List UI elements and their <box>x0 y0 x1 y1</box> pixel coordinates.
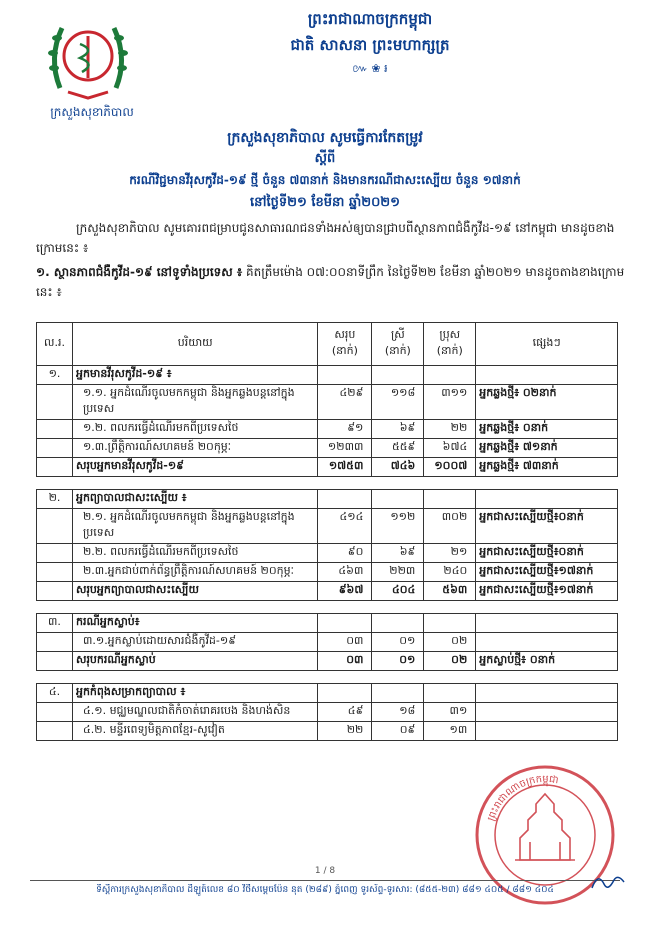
empty-cell <box>372 684 424 703</box>
row-other: អ្នកជាសះស្បើយថ្មី៖១៧នាក់ <box>476 563 618 582</box>
summary-other: អ្នកស្លាប់ថ្មី៖ ០នាក់ <box>476 652 618 671</box>
row-male: ២១ <box>424 544 476 563</box>
row-total: ៤៦៣ <box>318 563 372 582</box>
row-description: ១.២. ពលករធ្វើដំណើរមកពីប្រទេសថៃ <box>72 420 317 439</box>
table-row <box>37 633 618 652</box>
header-other: ផ្សេងៗ <box>476 323 618 366</box>
table-row <box>37 509 618 544</box>
empty-cell <box>37 582 73 601</box>
kingdom-title: ព្រះរាជាណាចក្រកម្ពុជា <box>307 10 433 28</box>
table-body <box>37 366 618 741</box>
summary-description: សរុបអ្នកមានវីរុសកូវីដ-១៩ <box>72 458 317 477</box>
row-male: ១៣ <box>424 722 476 741</box>
empty-cell <box>476 490 618 509</box>
header-male: ប្រុស (នាក់) <box>424 323 476 366</box>
section-1-text: គិតត្រឹមម៉ោង ០៧:០០នាទីព្រឹក នៃថ្ងៃទី២២ ខែមីនា ឆ្នាំ២០២១ មានដូចតាងខាងក្រោមនេះ ៖ <box>36 265 625 299</box>
row-female: ០៩ <box>372 722 424 741</box>
row-number: ៣. <box>37 614 73 633</box>
row-total: ២២ <box>318 722 372 741</box>
table-row <box>37 722 618 741</box>
ministry-logo <box>40 8 136 104</box>
group-spacer <box>37 477 618 490</box>
row-other: អ្នកជាសះស្បើយថ្មី៖០នាក់ <box>476 544 618 563</box>
empty-cell <box>37 439 73 458</box>
summary-total: ១៧៥៣ <box>318 458 372 477</box>
stamp-text: ព្រះរាជាណាចក្រកម្ពុជា <box>485 773 560 823</box>
row-other: អ្នកឆ្លងថ្មី៖ ០២នាក់ <box>476 385 618 420</box>
row-description: ៤.១. មជ្ឈមណ្ឌលជាតិកំចាត់រោគរបេង និងហង់សិន <box>72 703 317 722</box>
summary-total: ០៣ <box>318 652 372 671</box>
header-total: សរុប (នាក់) <box>318 323 372 366</box>
group-header-row <box>37 684 618 703</box>
spacer-cell <box>37 601 618 614</box>
ministry-name: ក្រសួងសុខាភិបាល <box>50 105 134 119</box>
summary-female: ៤០៤ <box>372 582 424 601</box>
summary-other: អ្នកជាសះស្បើយថ្មី៖១៧នាក់ <box>476 582 618 601</box>
row-total: ១២៣៣ <box>318 439 372 458</box>
row-female: ៦៩ <box>372 420 424 439</box>
row-male: ៣១១ <box>424 385 476 420</box>
row-male: ០២ <box>424 633 476 652</box>
empty-cell <box>476 684 618 703</box>
table-row <box>37 563 618 582</box>
empty-cell <box>318 684 372 703</box>
empty-cell <box>372 614 424 633</box>
summary-female: ០១ <box>372 652 424 671</box>
row-female: ១១៨ <box>372 385 424 420</box>
row-number: ៤. <box>37 684 73 703</box>
section-1-heading: ១. ស្ថានភាពជំងឺកូវីដ-១៩ នៅទូទាំងប្រទេស ៖ <box>36 265 243 279</box>
row-other: អ្នកឆ្លងថ្មី៖ ៧១នាក់ <box>476 439 618 458</box>
row-male: ៣០២ <box>424 509 476 544</box>
table-row <box>37 439 618 458</box>
row-description: ១.៣.ព្រឹត្តិការណ៍សហគមន៍ ២០កុម្ភៈ <box>72 439 317 458</box>
summary-row <box>37 458 618 477</box>
empty-cell <box>424 490 476 509</box>
row-other: អ្នកឆ្លងថ្មី៖ ០នាក់ <box>476 420 618 439</box>
header-female: ស្រី (នាក់) <box>372 323 424 366</box>
footer-address: ទីស្តីការក្រសួងសុខាភិបាល ដីឡូត៍លេខ ៨០ វិថីសម្តេចប៉ែន នុត (២៨៩) ភ្នំពេញ ទូរស័ព្ទ-ទូរសារ: (៨៥៥-២៣) ៨៨១ ៤០៥ / ៨៨១ ៤០៤ <box>96 885 554 895</box>
intro-paragraph: ក្រសួងសុខាភិបាល សូមគោរពជម្រាបជូនសាធារណជនទាំងអស់ឲ្យបានជ្រាបពីស្ថានភាពជំងឺកូវីដ-១៩ នៅកម្ពុជា មានដូចខាងក្រោមនេះ ៖ <box>36 221 615 255</box>
page-number: 1 / 8 <box>314 866 336 876</box>
table-row <box>37 385 618 420</box>
row-other <box>476 722 618 741</box>
empty-cell <box>37 722 73 741</box>
summary-female: ៧៤៦ <box>372 458 424 477</box>
empty-cell <box>37 509 73 544</box>
row-total: ៤១៤ <box>318 509 372 544</box>
empty-cell <box>37 458 73 477</box>
row-total: ០៣ <box>318 633 372 652</box>
empty-cell <box>37 544 73 563</box>
table-row <box>37 420 618 439</box>
ornament: ៚ ❀ ៛ <box>352 62 388 75</box>
title-line-4: នៅថ្ងៃទី២១ ខែមីនា ឆ្នាំ២០២១ <box>250 195 400 210</box>
row-description: ២.៣.អ្នកជាប់ពាក់ព័ន្ធព្រឹត្តិការណ៍សហគមន៍ ២០កុម្ភៈ <box>72 563 317 582</box>
row-description: ៣.១.អ្នកស្លាប់ដោយសារជំងឺកូវីដ-១៩ <box>72 633 317 652</box>
empty-cell <box>37 420 73 439</box>
row-female: ៦៩ <box>372 544 424 563</box>
group-header-row <box>37 490 618 509</box>
summary-male: ០២ <box>424 652 476 671</box>
summary-total: ៩៦៧ <box>318 582 372 601</box>
row-male: ៣១ <box>424 703 476 722</box>
row-other <box>476 633 618 652</box>
group-title: អ្នកមានវីរុសកូវីដ-១៩ ៖ <box>72 366 317 385</box>
row-total: ៤២៩ <box>318 385 372 420</box>
row-number: ១. <box>37 366 73 385</box>
row-male: ២៤០ <box>424 563 476 582</box>
empty-cell <box>318 614 372 633</box>
row-description: ២.១. អ្នកដំណើរចូលមកកម្ពុជា និងអ្នកឆ្លងបន្តនៅក្នុងប្រទេស <box>72 509 317 544</box>
empty-cell <box>424 366 476 385</box>
spacer-cell <box>37 671 618 684</box>
empty-cell <box>37 633 73 652</box>
row-total: ៩១ <box>318 420 372 439</box>
title-line-3: ករណីវិជ្ជមានវីរុសកូវីដ-១៩ ថ្មី ចំនួន ៧៣នាក់ និងមានករណីជាសះស្បើយ ចំនួន ១៧នាក់ <box>129 173 521 187</box>
empty-cell <box>372 366 424 385</box>
row-number: ២. <box>37 490 73 509</box>
summary-male: ៥៦៣ <box>424 582 476 601</box>
group-spacer <box>37 601 618 614</box>
empty-cell <box>372 490 424 509</box>
empty-cell <box>37 385 73 420</box>
empty-cell <box>476 366 618 385</box>
group-title: អ្នកព្យាបាលជាសះស្បើយ ៖ <box>72 490 317 509</box>
summary-description: សរុបករណីអ្នកស្លាប់ <box>72 652 317 671</box>
summary-description: សរុបអ្នកព្យាបាលជាសះស្បើយ <box>72 582 317 601</box>
table-row <box>37 703 618 722</box>
empty-cell <box>37 563 73 582</box>
row-other: អ្នកជាសះស្បើយថ្មី៖០នាក់ <box>476 509 618 544</box>
row-male: ៦៧៤ <box>424 439 476 458</box>
row-total: ៤៩ <box>318 703 372 722</box>
table-header-row <box>37 323 618 366</box>
empty-cell <box>37 652 73 671</box>
empty-cell <box>318 490 372 509</box>
national-motto: ជាតិ សាសនា ព្រះមហាក្សត្រ <box>290 36 450 54</box>
empty-cell <box>424 614 476 633</box>
empty-cell <box>476 614 618 633</box>
group-title: ករណីអ្នកស្លាប់៖ <box>72 614 317 633</box>
spacer-cell <box>37 477 618 490</box>
row-female: ១១២ <box>372 509 424 544</box>
group-header-row <box>37 366 618 385</box>
header-no: ល.រ. <box>37 323 73 366</box>
group-spacer <box>37 671 618 684</box>
empty-cell <box>318 366 372 385</box>
table-row <box>37 544 618 563</box>
row-female: ១៨ <box>372 703 424 722</box>
summary-row <box>37 582 618 601</box>
header-description: បរិយាយ <box>72 323 317 366</box>
row-male: ២២ <box>424 420 476 439</box>
row-description: ២.២. ពលករធ្វើដំណើរមកពីប្រទេសថៃ <box>72 544 317 563</box>
row-total: ៩០ <box>318 544 372 563</box>
title-line-2: ស្តីពី <box>314 151 336 166</box>
empty-cell <box>37 703 73 722</box>
section-1 <box>36 262 626 302</box>
row-female: ២២៣ <box>372 563 424 582</box>
group-header-row <box>37 614 618 633</box>
signature-mark <box>588 870 628 894</box>
row-description: ៤.២. មន្ទីរពេទ្យមិត្តភាពខ្មែរ-សូវៀត <box>72 722 317 741</box>
group-title: អ្នកកំពុងសម្រាកព្យាបាល ៖ <box>72 684 317 703</box>
statistics-table <box>36 322 618 741</box>
row-female: ៥៥៩ <box>372 439 424 458</box>
footer-divider <box>30 880 620 881</box>
summary-row <box>37 652 618 671</box>
row-other <box>476 703 618 722</box>
row-description: ១.១. អ្នកដំណើរចូលមកកម្ពុជា និងអ្នកឆ្លងបន្តនៅក្នុងប្រទេស <box>72 385 317 420</box>
summary-male: ១០០៧ <box>424 458 476 477</box>
title-line-1: ក្រសួងសុខាភិបាល សូមធ្វើការកែតម្រូវ <box>227 130 423 146</box>
row-female: ០១ <box>372 633 424 652</box>
summary-other: អ្នកឆ្លងថ្មី៖ ៧៣នាក់ <box>476 458 618 477</box>
empty-cell <box>424 684 476 703</box>
